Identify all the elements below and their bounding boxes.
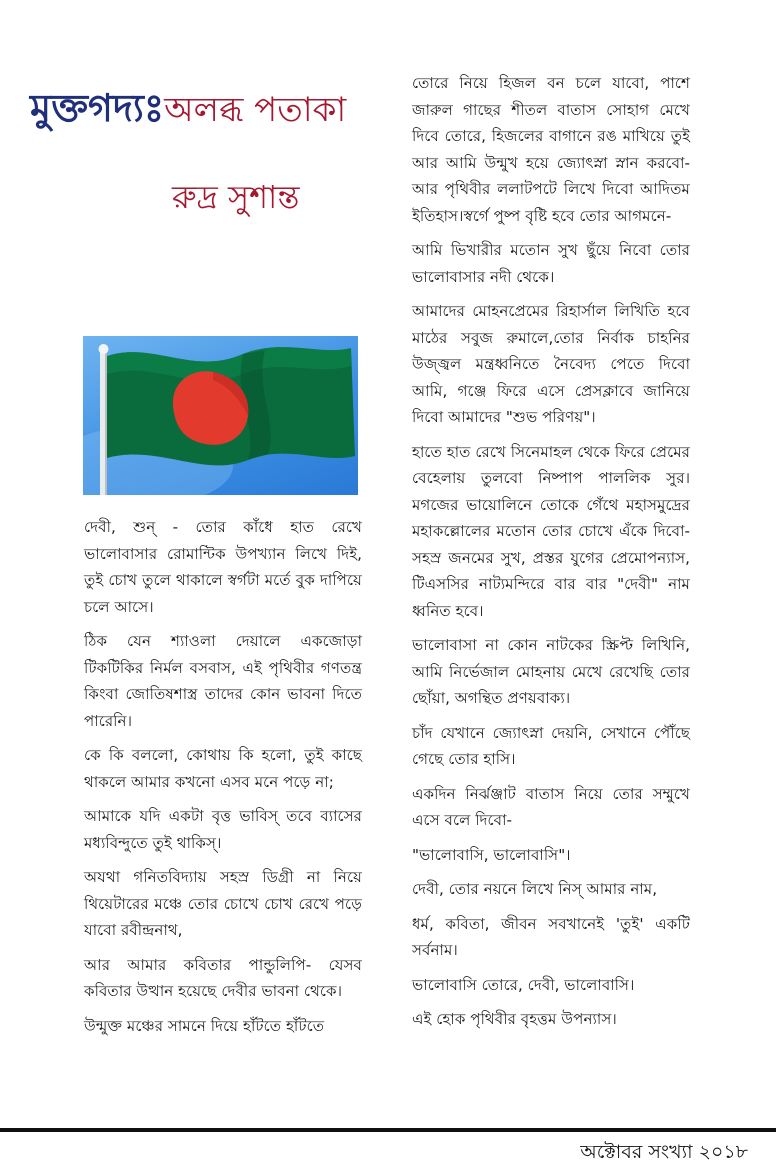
paragraph: দেবী, শুন্ - তোর কাঁধে হাত রেখে ভালোবাসার রোমান্টিক উপখ্যান লিখে দিই, তুই চোখ তুলে থাকালে স্বর্গটা মর্তে বুক দাপিয়ে চলে আসে।	[84, 518, 362, 616]
paragraph: অযথা গনিতবিদ্যায় সহস্র ডিগ্রী না নিয়ে থিয়েটারের মঞ্চে তোর চোখে চোখ রেখে পড়ে যাবো রবীন্দ্রনাথ,	[84, 868, 362, 939]
paragraph: ভালোবাসা না কোন নাটকের স্ক্রিপ্ট লিখিনি, আমি নির্ভেজাল মোহনায় মেখে রেখেছি তোর ছোঁয়া, অগন্থিত প্রণয়বাক্য।	[412, 636, 690, 707]
paragraph: আমি ভিখারীর মতোন সুখ ছুঁয়ে নিবো তোর ভালোবাসার নদী থেকে।	[412, 241, 690, 286]
bangladesh-flag-icon	[83, 336, 358, 495]
article-title	[30, 88, 360, 130]
paragraph: একদিন নির্ঝঞ্জাট বাতাস নিয়ে তোর সম্মুখে এসে বলে দিবো-	[412, 784, 690, 829]
title-prefix: মুক্তগদ্যঃ	[30, 86, 165, 130]
paragraph: আর আমার কবিতার পান্ডুলিপি- যেসব কবিতার উত্থান হয়েছে দেবীর ভাবনা থেকে।	[84, 955, 362, 1000]
paragraph: ঠিক যেন শ্যাওলা দেয়ালে একজোড়া টিকটিকির নির্মল বসবাস, এই পৃথিবীর গণতন্ত্র কিংবা জোতিষশাস্ত্র তাদের কোন ভাবনা দিতে পারেনি।	[84, 632, 362, 730]
paragraph: দেবী, তোর নয়নে লিখে নিস্ আমার নাম,	[412, 880, 658, 898]
paragraph: আমাদের মোহনপ্রেমের রিহার্সাল লিখিতি হবে মাঠের সবুজ রুমালে,তোর নির্বাক চাহনির উজ্জ্বল মন্ত্রধ্বনিতে নৈবেদ্য পেতে দিবো আমি, গঞ্জে ফিরে এসে প্রেসক্লাবে জানিয়ে দিবো আমাদের "শুভ পরিণয়"।	[412, 302, 690, 426]
paragraph: হাতে হাত রেখে সিনেমাহল থেকে ফিরে প্রেমের বেহেলায় তুলবো নিষ্পাপ পাললিক সুর। মগজের ভায়োলিনে তোকে গেঁথে মহাসমুদ্রের মহাকল্লোলের মতোন তোর চোখে এঁকে দিবো- সহস্র জনমের সুখ, প্রস্তর যুগের প্রেমোপন্যাস, টিএসসির নাট্যমন্দিরে বার বার "দেবী" নাম ধ্বনিত হবে।	[412, 442, 690, 620]
paragraph: উন্মুক্ত মঞ্চের সামনে দিয়ে হাঁটতে হাঁটতে	[84, 1016, 325, 1035]
paragraph: ভালোবাসি তোরে, দেবী, ভালোবাসি।	[412, 975, 635, 994]
issue-label: অক্টোবর সংখ্যা ২০১৮	[580, 1141, 748, 1163]
paragraph: "ভালোবাসি, ভালোবাসি"।	[412, 845, 571, 864]
right-column	[412, 70, 690, 1041]
paragraph: তোরে নিয়ে হিজল বন চলে যাবো, পাশে জারুল গাছের শীতল বাতাস সোহাগ মেখে দিবে তোরে, হিজলের বাগানে রঙ মাখিয়ে তুই আর আমি উন্মুখ হয়ে জ্যোৎস্না স্নান করবো- আর পৃথিবীর ললাটপটে লিখে দিবো আদিতম ইতিহাস।স্বর্গে পুষ্প বৃষ্টি হবে তোর আগমনে-	[412, 74, 690, 225]
paragraph: এই হোক পৃথিবীর বৃহত্তম উপন্যাস।	[412, 1010, 617, 1028]
paragraph: কে কি বললো, কোথায় কি হলো, তুই কাছে থাকলে আমার কখনো এসব মনে পড়ে না;	[84, 746, 362, 791]
title-text: অলব্ধ পতাকা	[164, 90, 347, 130]
paragraph: আমাকে যদি একটা বৃত্ত ভাবিস্ তবে ব্যাসের মধ্যবিন্দুতে তুই থাকিস্।	[84, 807, 362, 852]
footer-divider	[0, 1128, 776, 1132]
left-column	[84, 514, 362, 1047]
author-name: রুদ্র সুশান্ত	[172, 178, 300, 216]
paragraph: ধর্ম, কবিতা, জীবন সবখানেই 'তুই' একটি সর্বনাম।	[412, 914, 690, 959]
paragraph: চাঁদ যেখানে জ্যোৎস্না দেয়নি, সেখানে পৌঁছে গেছে তোর হাসি।	[412, 723, 690, 768]
